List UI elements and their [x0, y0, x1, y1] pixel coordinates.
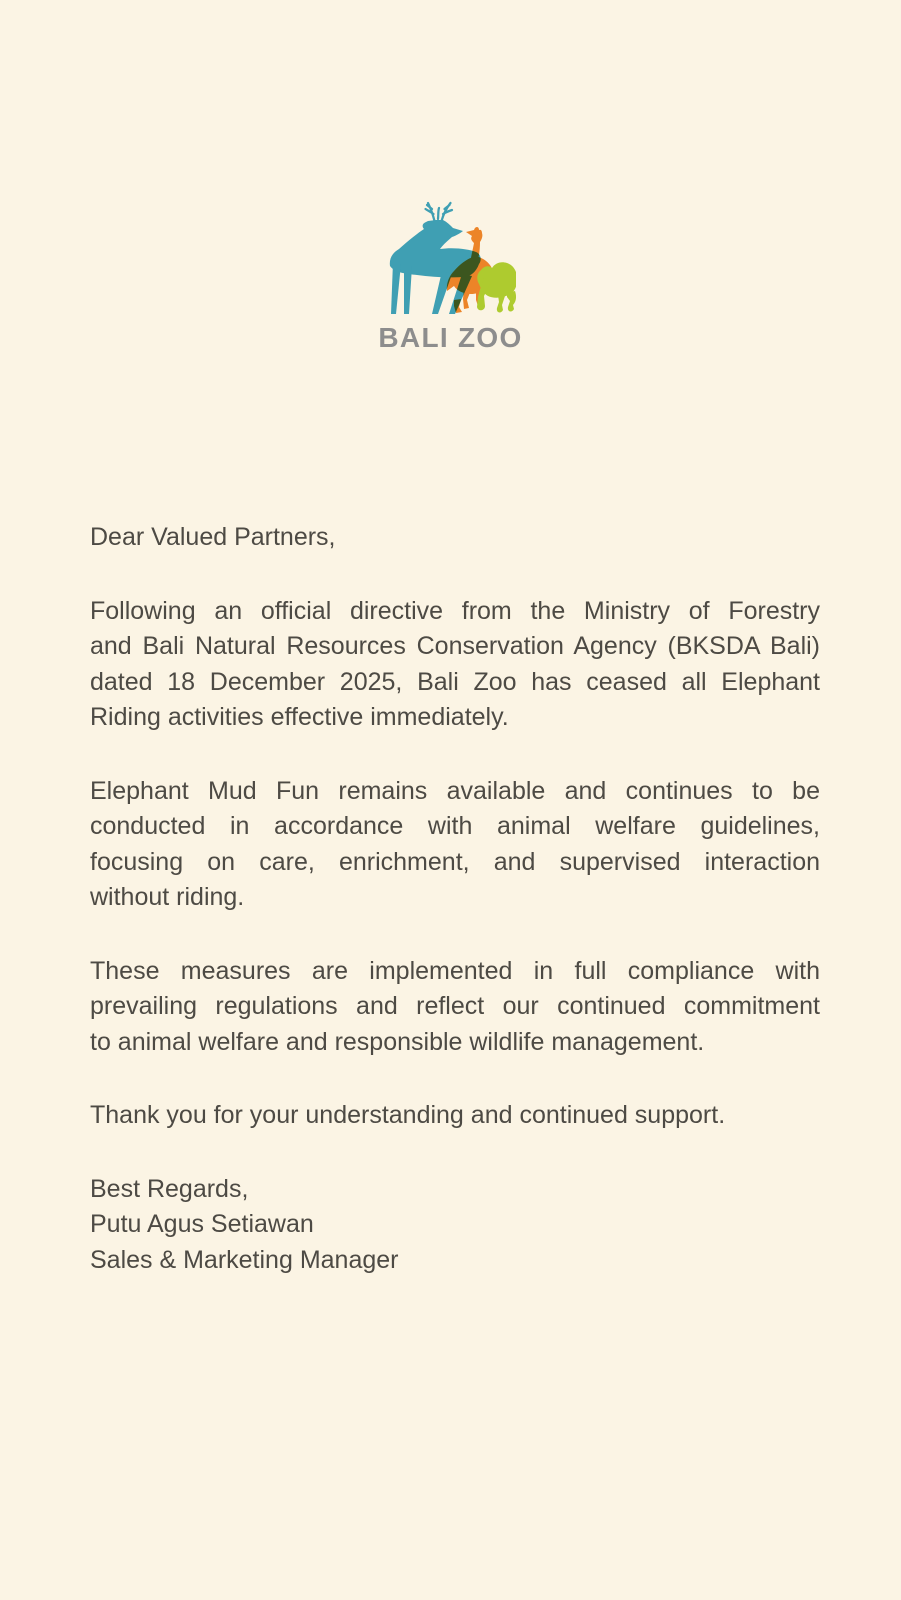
paragraph-line: These measures are implemented in full compliance with	[90, 956, 820, 985]
paragraph-line: and Bali Natural Resources Conservation Agency (BKSDA Bali)	[90, 632, 820, 660]
paragraph-directive	[90, 594, 820, 736]
paragraph-line: prevailing regulations and reflect our continued commitment	[90, 992, 820, 1020]
salutation: Dear Valued Partners,	[90, 523, 336, 551]
paragraph-line: to animal welfare and responsible wildlife management.	[90, 1027, 705, 1056]
letter-body	[90, 353, 820, 1278]
paragraph-mud-fun	[90, 774, 820, 916]
gorilla-icon	[477, 262, 516, 312]
paragraph-line: Riding activities effective immediately.	[90, 703, 509, 731]
deer-antlers	[425, 203, 452, 221]
deer-front-leg	[391, 262, 401, 314]
bali-zoo-wordmark: BALI ZOO	[378, 322, 523, 353]
closing: Best Regards,	[90, 1174, 249, 1203]
deer-front-leg	[404, 264, 412, 314]
paragraph-line: Elephant Mud Fun remains available and continues to be	[90, 776, 820, 805]
paragraph-line: focusing on care, enrichment, and supervised interaction	[90, 847, 820, 876]
gorilla-hind-leg	[507, 291, 516, 311]
paragraph-compliance	[90, 954, 820, 1061]
paragraph-line: dated 18 December 2025, Bali Zoo has ceased all Elephant	[90, 667, 820, 696]
thank-you-line: Thank you for your understanding and continued support.	[90, 1101, 726, 1129]
bali-zoo-logo	[0, 0, 901, 353]
paragraph-line: conducted in accordance with animal welfare guidelines,	[90, 812, 820, 840]
signature-name: Putu Agus Setiawan	[90, 1210, 314, 1238]
paragraph-line: Following an official directive from the Ministry of Forestry	[90, 596, 820, 625]
bali-zoo-animals-illustration	[386, 200, 516, 315]
deer-hind-leg	[432, 271, 452, 314]
cassowary-leg	[463, 288, 471, 309]
paragraph-line: without riding.	[90, 883, 245, 911]
signature-title: Sales & Marketing Manager	[90, 1245, 399, 1274]
